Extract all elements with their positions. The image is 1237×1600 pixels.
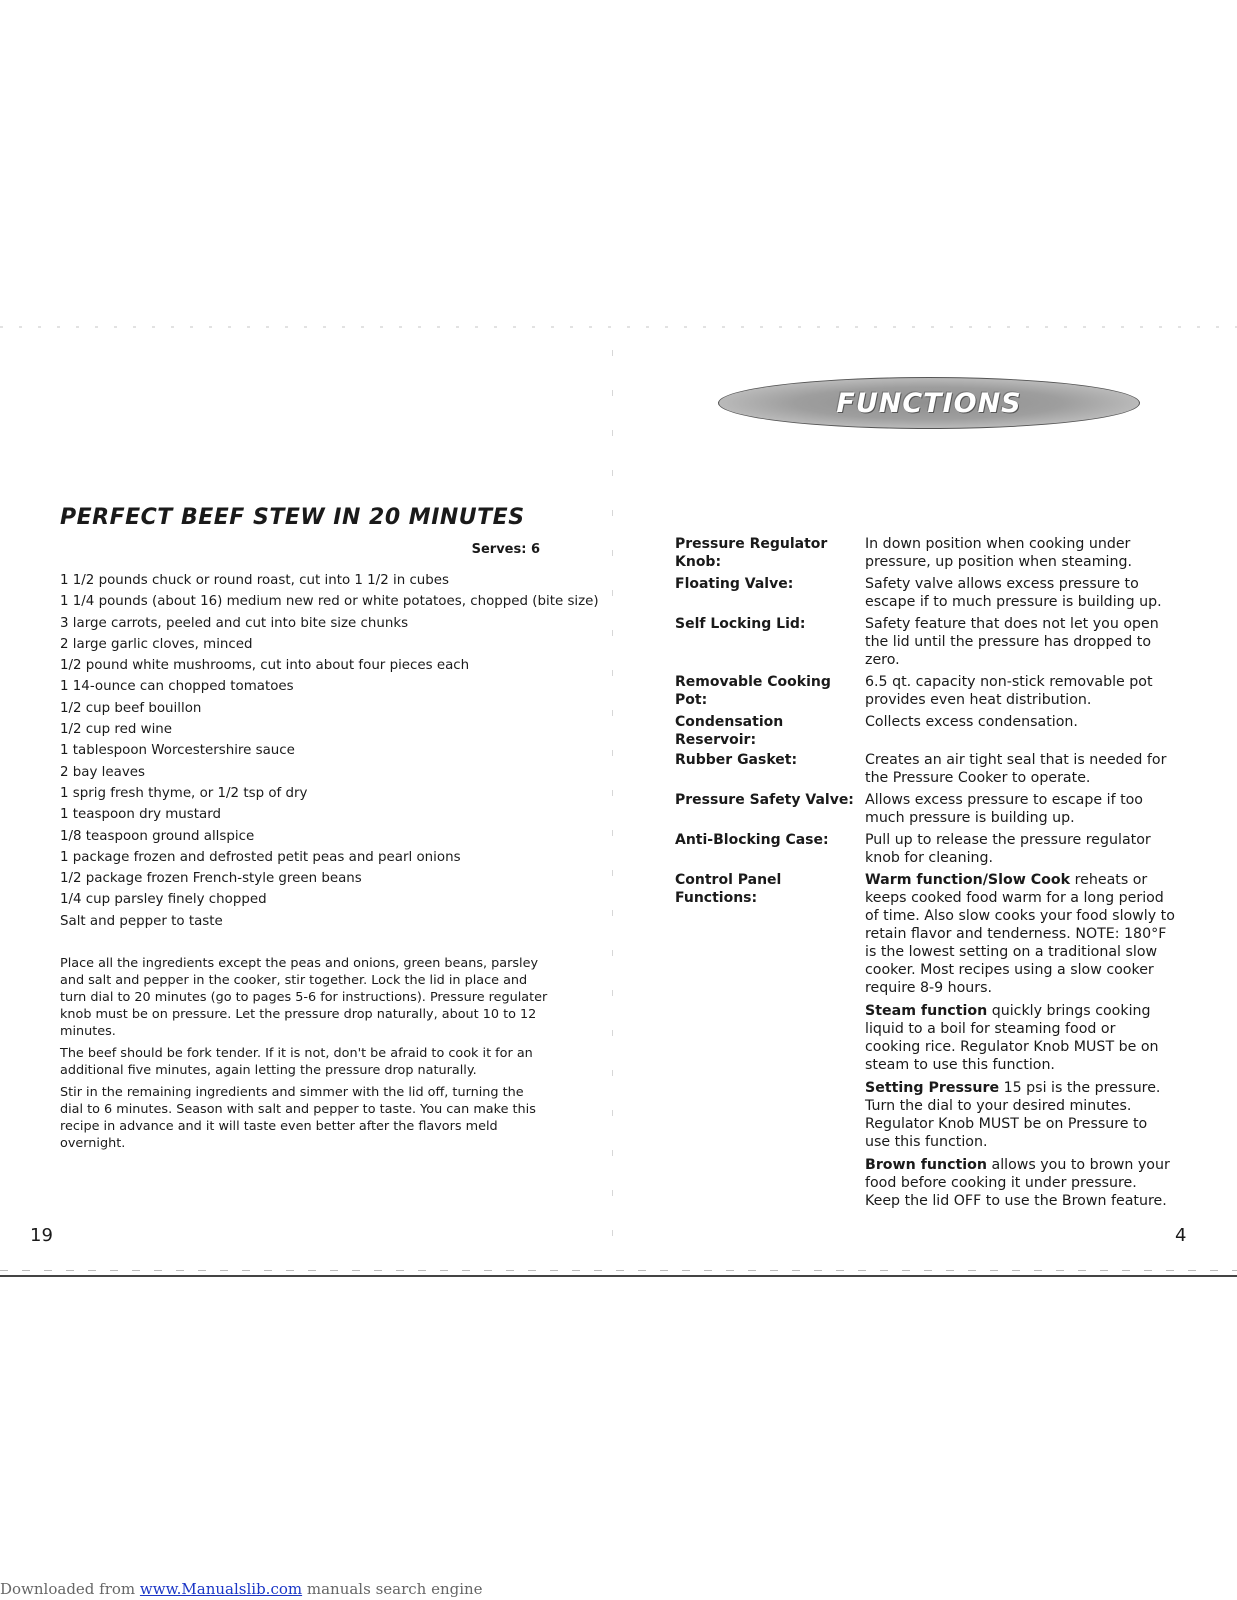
control-panel-desc bbox=[865, 871, 1175, 1215]
control-panel-item-text: quickly brings cooking liquid to a boil for steaming food or cooking rice. Regulator Knob MUST be on steam to use this function. bbox=[865, 1003, 1159, 1073]
function-label: Pressure Safety Valve: bbox=[675, 792, 854, 808]
list-item: 1/8 teaspoon ground allspice bbox=[60, 828, 255, 844]
scan-artifact-top bbox=[0, 326, 1237, 328]
function-label: Pressure Regulator Knob: bbox=[675, 536, 828, 570]
list-item: 1/4 cup parsley finely chopped bbox=[60, 892, 267, 908]
function-label: Condensation Reservoir: bbox=[675, 714, 784, 748]
control-panel-item-title: Brown function bbox=[865, 1157, 987, 1173]
instruction-paragraph: Place all the ingredients except the peas and onions, green beans, parsley and salt and pepper in the cooker, stir together. Lock the lid in place and turn dial to 20 minutes (go to pages 5-6 for instructions). Pressure regulater knob must be on pressure. Let the pressure drop naturally, about 10 to 12 minutes. bbox=[60, 956, 548, 1039]
list-item: 1 1/2 pounds chuck or round roast, cut into 1 1/2 in cubes bbox=[60, 573, 450, 588]
list-item: Salt and pepper to taste bbox=[60, 913, 223, 929]
functions-banner bbox=[718, 377, 1140, 429]
control-panel-item bbox=[865, 1156, 1175, 1210]
page-number-left: 19 bbox=[30, 1225, 53, 1246]
function-desc: Safety feature that does not let you open the lid until the pressure has dropped to zero. bbox=[865, 616, 1159, 668]
page-fold bbox=[612, 350, 613, 1270]
list-item: 1 teaspoon dry mustard bbox=[60, 807, 221, 823]
function-label: Self Locking Lid: bbox=[675, 616, 806, 632]
recipe-title: PERFECT BEEF STEW IN 20 MINUTES bbox=[60, 505, 525, 530]
control-panel-item-title: Steam function bbox=[865, 1003, 988, 1019]
list-item: 1/2 pound white mushrooms, cut into about four pieces each bbox=[60, 658, 470, 674]
function-label: Rubber Gasket: bbox=[675, 752, 798, 768]
control-panel-item-text: allows you to brown your food before cooking it under pressure. Keep the lid OFF to use the Brown feature. bbox=[865, 1157, 1170, 1209]
manualslib-link[interactable]: www.Manualslib.com bbox=[139, 1580, 303, 1598]
list-item: 1 14-ounce can chopped tomatoes bbox=[60, 679, 294, 695]
list-item: 1 tablespoon Worcestershire sauce bbox=[60, 743, 295, 759]
footer-prefix: Downloaded from bbox=[0, 1580, 140, 1598]
banner-title: FUNCTIONS bbox=[836, 387, 1022, 419]
serves-label: Serves: 6 bbox=[471, 542, 540, 557]
recipe-instructions bbox=[60, 955, 550, 1157]
scan-artifact-bottom bbox=[0, 1270, 1237, 1271]
page-number-right: 4 bbox=[1175, 1225, 1187, 1246]
function-desc: Creates an air tight seal that is needed for the Pressure Cooker to operate. bbox=[865, 752, 1167, 786]
control-panel-item bbox=[865, 1002, 1175, 1074]
control-panel-item-title: Warm function/Slow Cook bbox=[865, 872, 1071, 888]
table-row bbox=[675, 673, 1175, 709]
function-desc: 6.5 qt. capacity non-stick removable pot provides even heat distribution. bbox=[865, 674, 1153, 708]
list-item: 2 bay leaves bbox=[60, 764, 145, 780]
list-item: 1/2 cup beef bouillon bbox=[60, 700, 202, 716]
control-panel-item-text: reheats or keeps cooked food warm for a long period of time. Also slow cooks your food slowly to retain flavor and tenderness. NOTE: 180°F is the lowest setting on a traditional slow cooker. Most recipes using a slow cooker require 8-9 hours. bbox=[865, 872, 1175, 996]
table-row bbox=[675, 535, 1175, 571]
table-row bbox=[675, 791, 1175, 827]
list-item: 1 package frozen and defrosted petit peas and pearl onions bbox=[60, 849, 461, 865]
function-desc: Allows excess pressure to escape if too much pressure is building up. bbox=[865, 792, 1143, 826]
function-label: Removable Cooking Pot: bbox=[675, 674, 831, 708]
list-item: 1/2 package frozen French-style green beans bbox=[60, 871, 362, 887]
list-item: 1 sprig fresh thyme, or 1/2 tsp of dry bbox=[60, 785, 308, 801]
function-desc: In down position when cooking under pressure, up position when steaming. bbox=[865, 536, 1132, 570]
functions-table bbox=[675, 535, 1175, 1219]
control-panel-item-text: 15 psi is the pressure. Turn the dial to your desired minutes. Regulator Knob MUST be on Pressure to use this function. bbox=[865, 1080, 1161, 1150]
table-row bbox=[675, 751, 1175, 787]
control-panel-item bbox=[865, 1079, 1175, 1151]
table-row bbox=[675, 831, 1175, 867]
function-desc: Pull up to release the pressure regulator knob for cleaning. bbox=[865, 832, 1151, 866]
control-panel-item bbox=[865, 871, 1175, 997]
instruction-paragraph: Stir in the remaining ingredients and simmer with the lid off, turning the dial to 6 minutes. Season with salt and pepper to taste. You can make this recipe in advance and it will taste even better after the flavors meld overnight. bbox=[60, 1085, 536, 1151]
table-row bbox=[675, 713, 1175, 749]
footer-suffix: manuals search engine bbox=[302, 1580, 483, 1598]
function-label: Anti-Blocking Case: bbox=[675, 832, 829, 848]
function-label: Control Panel Functions: bbox=[675, 872, 782, 906]
function-label: Floating Valve: bbox=[675, 576, 794, 592]
download-footer bbox=[0, 1580, 483, 1598]
list-item: 1 1/4 pounds (about 16) medium new red or white potatoes, chopped (bite size) bbox=[60, 594, 599, 610]
table-row bbox=[675, 575, 1175, 611]
table-row bbox=[675, 871, 1175, 1215]
page-bottom-rule bbox=[0, 1275, 1237, 1277]
ingredient-list bbox=[60, 570, 599, 932]
function-desc: Safety valve allows excess pressure to escape if to much pressure is building up. bbox=[865, 576, 1162, 610]
table-row bbox=[675, 615, 1175, 669]
instruction-paragraph: The beef should be fork tender. If it is not, don't be afraid to cook it for an additional five minutes, again letting the pressure drop naturally. bbox=[60, 1046, 533, 1078]
list-item: 2 large garlic cloves, minced bbox=[60, 636, 253, 652]
list-item: 1/2 cup red wine bbox=[60, 722, 173, 738]
list-item: 3 large carrots, peeled and cut into bite size chunks bbox=[60, 615, 409, 631]
function-desc: Collects excess condensation. bbox=[865, 714, 1078, 730]
control-panel-item-title: Setting Pressure bbox=[865, 1080, 1000, 1096]
